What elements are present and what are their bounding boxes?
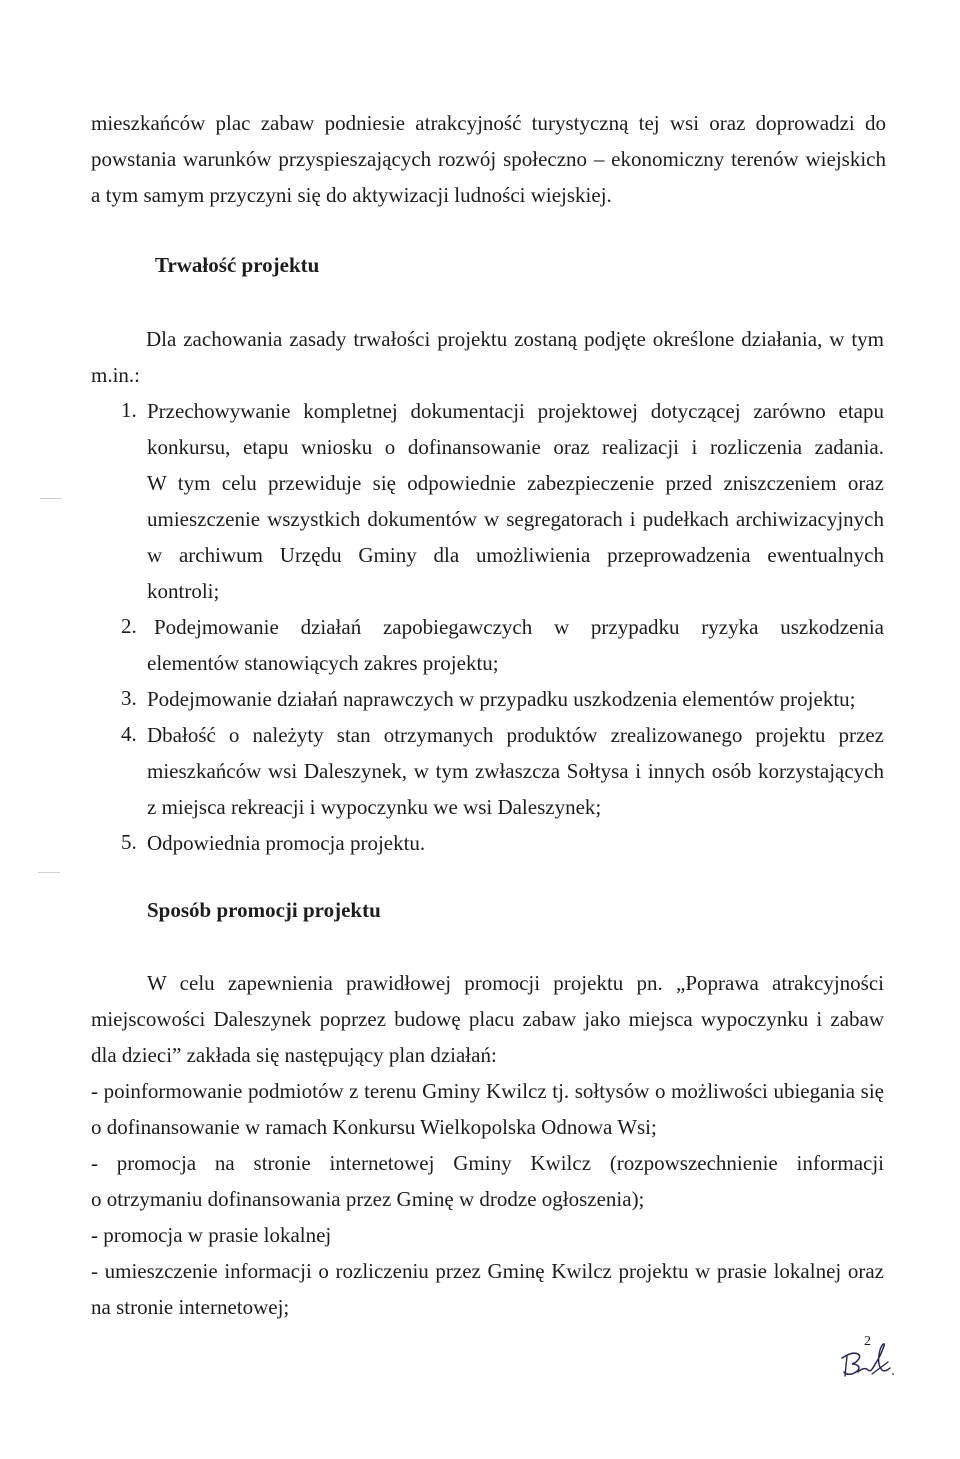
promotion-line: o dofinansowanie w ramach Konkursu Wielkopolska Odnowa Wsi;	[91, 1115, 657, 1139]
list-number: 3.	[121, 686, 137, 710]
promotion-line: miejscowości Daleszynek poprzez budowę placu zabaw jako miejsca wypoczynku i zabaw	[91, 1007, 884, 1031]
scan-mark	[40, 498, 62, 499]
intro-line: a tym samym przyczyni się do aktywizacji ludności wiejskiej.	[91, 183, 612, 207]
list-item-line: z miejsca rekreacji i wypoczynku we wsi Daleszynek;	[147, 795, 602, 819]
list-item-line: W tym celu przewiduje się odpowiednie zabezpieczenie przed zniszczeniem oraz	[147, 471, 884, 495]
list-number: 4.	[121, 722, 137, 746]
list-item-line: umieszczenie wszystkich dokumentów w segregatorach i pudełkach archiwizacyjnych	[147, 507, 884, 531]
promotion-line: W celu zapewnienia prawidłowej promocji projektu pn. „Poprawa atrakcyjności	[147, 971, 884, 995]
section-lead-line: m.in.:	[91, 363, 141, 387]
section-heading-promotion: Sposób promocji projektu	[147, 898, 381, 922]
promotion-line: dla dzieci” zakłada się następujący plan działań:	[91, 1043, 497, 1067]
list-item-line: Podejmowanie działań zapobiegawczych w przypadku ryzyka uszkodzenia	[154, 615, 884, 639]
list-item-line: Przechowywanie kompletnej dokumentacji projektowej dotyczącej zarówno etapu	[147, 399, 884, 423]
list-number: 1.	[121, 398, 137, 422]
promotion-line: - promocja w prasie lokalnej	[91, 1223, 332, 1247]
promotion-line: - promocja na stronie internetowej Gminy Kwilcz (rozpowszechnienie informacji	[91, 1151, 884, 1175]
page-number: 2	[864, 1334, 871, 1349]
section-lead-line: Dla zachowania zasady trwałości projektu zostaną podjęte określone działania, w tym	[146, 327, 884, 351]
list-number: 2.	[121, 614, 137, 638]
intro-line: powstania warunków przyspieszających rozwój społeczno – ekonomiczny terenów wiejskich	[91, 147, 886, 171]
list-item-line: elementów stanowiących zakres projektu;	[147, 651, 499, 675]
list-item-line: w archiwum Urzędu Gminy dla umożliwienia przeprowadzenia ewentualnych	[147, 543, 884, 567]
list-item-line: Dbałość o należyty stan otrzymanych produktów zrealizowanego projektu przez	[147, 723, 884, 747]
section-heading-durability: Trwałość projektu	[155, 253, 320, 277]
list-item-line: Odpowiednia promocja projektu.	[147, 831, 426, 855]
promotion-line: - umieszczenie informacji o rozliczeniu przez Gminę Kwilcz projektu w prasie lokalnej oraz	[91, 1259, 884, 1283]
promotion-line: - poinformowanie podmiotów z terenu Gminy Kwilcz tj. sołtysów o możliwości ubiegania się	[91, 1079, 884, 1103]
promotion-line: o otrzymaniu dofinansowania przez Gminę w drodze ogłoszenia);	[91, 1187, 645, 1211]
scan-mark	[38, 872, 60, 873]
list-item-line: kontroli;	[147, 579, 220, 603]
list-item-line: Podejmowanie działań naprawczych w przypadku uszkodzenia elementów projektu;	[147, 687, 856, 711]
list-item-line: konkursu, etapu wniosku o dofinansowanie oraz realizacji i rozliczenia zadania.	[147, 435, 884, 459]
list-item-line: mieszkańców wsi Daleszynek, w tym zwłaszcza Sołtysa i innych osób korzystających	[147, 759, 884, 783]
intro-line: mieszkańców plac zabaw podniesie atrakcyjność turystyczną tej wsi oraz doprowadzi do	[91, 111, 886, 135]
list-number: 5.	[121, 830, 137, 854]
promotion-line: na stronie internetowej;	[91, 1295, 290, 1319]
